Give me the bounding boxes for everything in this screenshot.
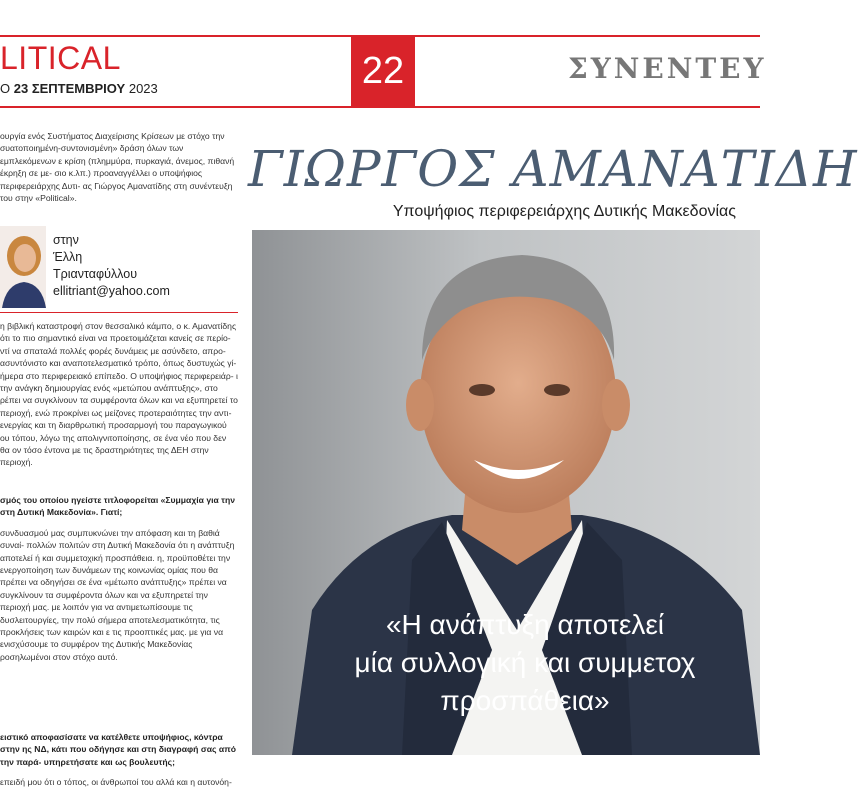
author-first-name: Έλλη: [53, 250, 83, 264]
masthead-logo: LITICAL: [0, 40, 121, 76]
quote-line-1: «Η ανάπτυξη αποτελεί: [385, 609, 665, 640]
left-column: [0, 130, 238, 796]
date-prefix: Ο: [0, 81, 11, 96]
body-paragraph-2: συνδυασμού μας συμπυκνώνει την απόφαση και τη βαθιά συναί- πολλών πολιτών στη Δυτική Μακεδονία ότι η ανάπτυξη αποτελεί ή και συμμετοχική προσπάθεια. η, προϋποθέτει την ενεργοποίηση των δυνάμεων της κοινωνίας ομίας που θα πρέπει να οδηγήσει σε ένα «μέτωπο ανάπτυξης» πρέπει να συγκλίνουν τα συμφέροντα όλων και να εξυπηρετεί την περιοχή μας. με λοιπόν για να αντιμετωπίσουμε τις δυσλειτουργίες, την πολύ σήμερα αποτελεσματικότητα, τις προκλήσεις των καιρών και ε τις προοπτικές μας. με για να ενισχύσουμε το συμφέρον της Δυτικής Μακεδονίας ροσηλωμένοι στον στόχο αυτό.: [0, 527, 235, 662]
author-photo: [0, 226, 46, 308]
author-prefix: στην: [53, 233, 79, 247]
author-box: [0, 226, 238, 312]
intro-text: ουργία ενός Συστήματος Διαχείρισης Κρίσεων με στόχο την συατοποιημένη-συντονισμένη» δράση όλων των εμπλεκόμενων ε κρίση (πλημμύρα, πυρκαγιά, άνεμος, πιθανή έκρηξη σε με- σιο κ.λπ.) προαναγγέλλει ο υποψήφιος περιφερειάρχης Δυτι- ας Γιώργος Αμανατίδης στη συνέντευξη του στην «Political».: [0, 131, 235, 204]
page-number: 22: [351, 35, 415, 108]
question-2: ειστικό αποφασίσατε να κατέλθετε υποψήφιος, κόντρα στην ης ΝΔ, κάτι που οδήγησε και στη διαγραφή σας από την παρά- υπηρετήσατε και ως βουλευτής;: [0, 731, 236, 767]
author-divider: [0, 312, 238, 313]
header-bottom-rule: [0, 106, 760, 108]
author-credit: [53, 232, 170, 300]
body-paragraph-3: επειδή μου ότι ο τόπος, οι άνθρωποί του αλλά και η αυτονόη-: [0, 777, 232, 788]
question-1: σμός του οποίου ηγείστε τιτλοφορείται «Συμμαχία για την στη Δυτική Μακεδονία». Γιατί;: [0, 495, 236, 518]
quote-line-3: προσπάθεια»: [440, 685, 610, 716]
date-main: 23 ΣΕΠΤΕΜΒΡΙΟΥ: [13, 81, 126, 96]
interviewee-name: ΓΙΩΡΓΟΣ ΑΜΑΝΑΤΙΔΗ: [248, 140, 858, 198]
interviewee-subtitle: Υποψήφιος περιφερειάρχης Δυτικής Μακεδονίας: [392, 203, 736, 220]
author-email-link[interactable]: ellitriant@yahoo.com: [53, 284, 170, 298]
date-year: 2023: [128, 81, 158, 96]
section-title: ΣΥΝΕΝΤΕΥ: [568, 52, 767, 85]
author-last-name: Τριανταφύλλου: [53, 267, 138, 281]
body-paragraph-1: η βιβλική καταστροφή στον θεσσαλικό κάμπο, ο κ. Αμανατίδης ότι το πιο σημαντικό είναι να προετοιμάζεται κανείς σε περίο- ντί να σπαταλά πολλές φορές δυνάμεις με ασύνδετο, απρο- ασυντόνιστο και αναποτελεσματικό τρόπο, όπως δυστυχώς γί- ήμερα στο περιφερειακό επίπεδο. Ο υποψήφιος περιφερειάρ- ι την ανάγκη δημιουργίας ενός «μετώπου ανάπτυξης», στο ρέπει να συγκλίνουν τα συμφέροντα όλων και να εξυπηρετεί το περιοχή, ενώ προκρίνει ως μείζονες προτεραιότητες την αντι- ενεργίας και τη διαρθρωτική προσαρμογή του παραγωγικού ου τόπου, λόγω της απολιγνιτοποίησης, σε ένα νέο που δεν θα ον τόσο έντονα με τις δραστηριότητες της ΔΕΗ στην περιοχή.: [0, 321, 238, 468]
article-body: [0, 320, 238, 788]
quote-line-2: μία συλλογική και συμμετοχ: [354, 647, 696, 678]
issue-date: [0, 81, 158, 96]
pull-quote: [290, 606, 760, 720]
